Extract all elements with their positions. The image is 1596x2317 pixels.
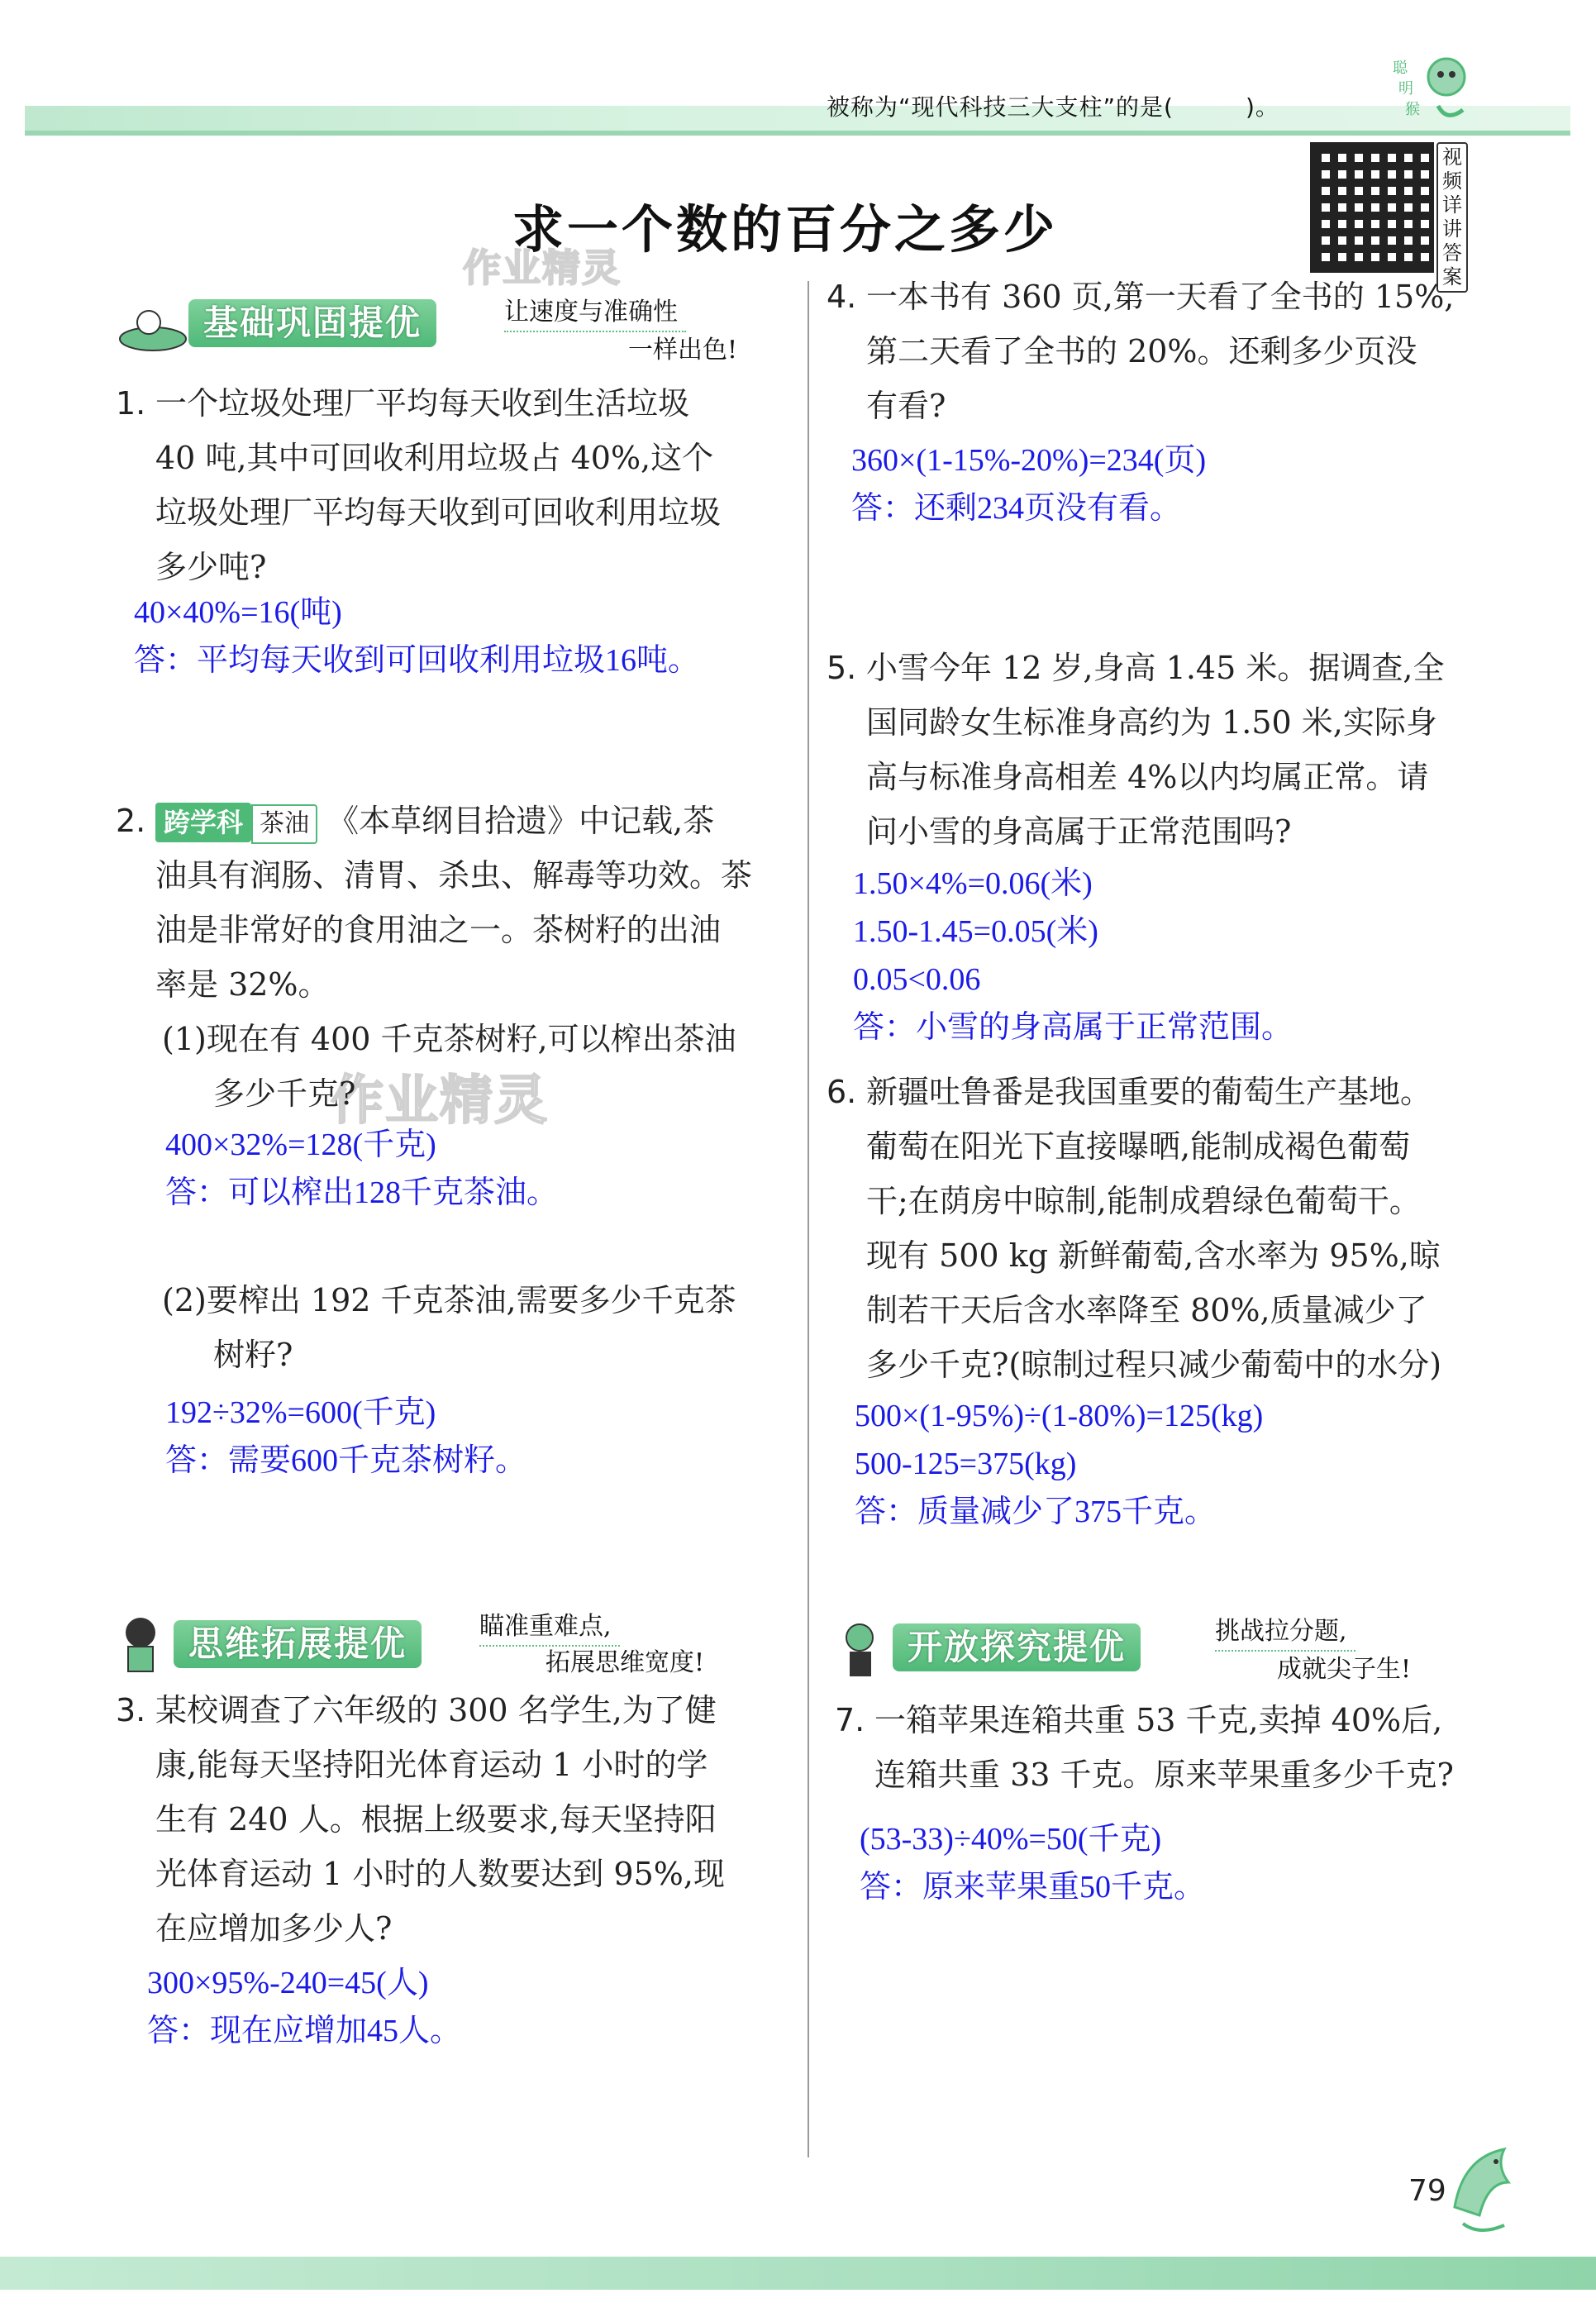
qr-code[interactable] bbox=[1310, 142, 1434, 273]
question-4: 4. 一本书有 360 页,第一天看了全书的 15%, 第二天看了全书的 20%。还剩多少页没 有看? bbox=[827, 269, 1513, 433]
section-basic-label: 基础巩固提优 bbox=[188, 299, 436, 347]
qr-label: 视频详讲答案 bbox=[1436, 142, 1468, 293]
watermark: 作业精灵 bbox=[331, 1070, 549, 1132]
question-number: 1. bbox=[116, 385, 146, 422]
answer-1: 40×40%=16(吨) 答：平均每天收到可回收利用垃圾16吨。 bbox=[134, 595, 700, 678]
question-5: 5. 小雪今年 12 岁,身高 1.45 米。据调查,全 国同龄女生标准身高约为 1.50 米,实际身 高与标准身高相差 4%以内均属正常。请 问小雪的身高属于正常范围吗? bbox=[827, 641, 1513, 859]
question-number: 4. bbox=[827, 279, 857, 315]
section-open-label: 开放探究提优 bbox=[893, 1623, 1141, 1671]
page-number: 79 bbox=[1408, 2174, 1446, 2208]
watermark: 作业精灵 bbox=[463, 246, 622, 290]
dolphin-icon bbox=[1438, 2133, 1529, 2248]
rocket-mascot-icon bbox=[107, 298, 190, 364]
svg-text:明: 明 bbox=[1398, 80, 1413, 98]
svg-text:猴: 猴 bbox=[1405, 101, 1420, 118]
question-number: 2. bbox=[116, 803, 146, 839]
question-2-part-2: (2)要榨出 192 千克茶油,需要多少千克茶 树籽? bbox=[162, 1282, 736, 1373]
section-open-tip2: 成就尖子生! bbox=[1277, 1655, 1412, 1684]
section-basic-tip2: 一样出色! bbox=[628, 336, 738, 365]
header-question: 被称为“现代科技三大支柱”的是( )。 bbox=[827, 93, 1279, 121]
monkey-mascot-icon bbox=[1389, 48, 1479, 139]
column-divider bbox=[808, 281, 809, 2157]
topic-tag: 茶油 bbox=[251, 804, 317, 844]
section-thinking-tip2: 拓展思维宽度! bbox=[545, 1648, 705, 1677]
question-7: 7. 一箱苹果连箱共重 53 千克,卖掉 40%后, 连箱共重 33 千克。原来苹果重多少千克? bbox=[835, 1693, 1521, 1802]
section-thinking-tip1: 瞄准重难点, bbox=[479, 1609, 620, 1647]
question-number: 7. bbox=[835, 1702, 865, 1738]
question-number: 5. bbox=[827, 650, 857, 686]
question-number: 3. bbox=[116, 1692, 146, 1728]
answer-5: 1.50×4%=0.06(米) 1.50-1.45=0.05(米) 0.05<0.06 答：小雪的身高属于正常范围。 bbox=[853, 866, 1293, 1045]
footer-band bbox=[0, 2257, 1596, 2290]
section-basic-tip1: 让速度与准确性 bbox=[504, 294, 686, 332]
answer-3: 300×95%-240=45(人) 答：现在应增加45人。 bbox=[147, 1966, 462, 2048]
question-number: 6. bbox=[827, 1074, 857, 1110]
answer-4: 360×(1-15%-20%)=234(页) 答：还剩234页没有看。 bbox=[851, 443, 1207, 526]
section-open-tip1: 挑战拉分题, bbox=[1215, 1614, 1355, 1652]
question-6: 6. 新疆吐鲁番是我国重要的葡萄生产基地。 葡萄在阳光下直接曝晒,能制成褐色葡萄 干;在荫房中晾制,能制成碧绿色葡萄干。 现有 500 kg 新鲜葡萄,含水率为 95%,晾 制若干天后含水率降至 80%,质量减少了 多少千克?(晾制过程只减少葡萄中的水分) bbox=[827, 1065, 1513, 1392]
answer-2-2: 192÷32%=600(千克) 答：需要600千克茶树籽。 bbox=[165, 1395, 527, 1478]
answer-2-1: 400×32%=128(千克) 答：可以榨出128千克茶油。 bbox=[165, 1128, 559, 1210]
header-band bbox=[25, 106, 1570, 136]
answer-6: 500×(1-95%)÷(1-80%)=125(kg) 500-125=375(kg) 答：质量减少了375千克。 bbox=[855, 1399, 1264, 1529]
page-title: 求一个数的百分之多少 bbox=[512, 199, 1059, 260]
answer-7: (53-33)÷40%=50(千克) 答：原来苹果重50千克。 bbox=[860, 1822, 1206, 1905]
question-2: 2. 跨学科 茶油 《本草纲目拾遗》中记载,茶 油具有润肠、清胃、杀虫、解毒等功效。茶 油是非常好的食用油之一。茶树籽的出油 率是 32%。 (1)现在有 400 千克茶树籽,可以榨出茶油 多少千克? bbox=[116, 794, 777, 1121]
section-thinking-label: 思维拓展提优 bbox=[174, 1620, 422, 1668]
svg-text:聪: 聪 bbox=[1393, 60, 1408, 77]
cross-subject-tag: 跨学科 bbox=[155, 803, 251, 842]
question-3: 3. 某校调查了六年级的 300 名学生,为了健 康,能每天坚持阳光体育运动 1 小时的学 生有 240 人。根据上级要求,每天坚持阳 光体育运动 1 小时的人数要达到 95%,现 在应增加多少人? bbox=[116, 1683, 777, 1956]
question-1: 1. 一个垃圾处理厂平均每天收到生活垃圾 40 吨,其中可回收利用垃圾占 40%,这个 垃圾处理厂平均每天收到可回收利用垃圾 多少吨? bbox=[116, 376, 777, 594]
